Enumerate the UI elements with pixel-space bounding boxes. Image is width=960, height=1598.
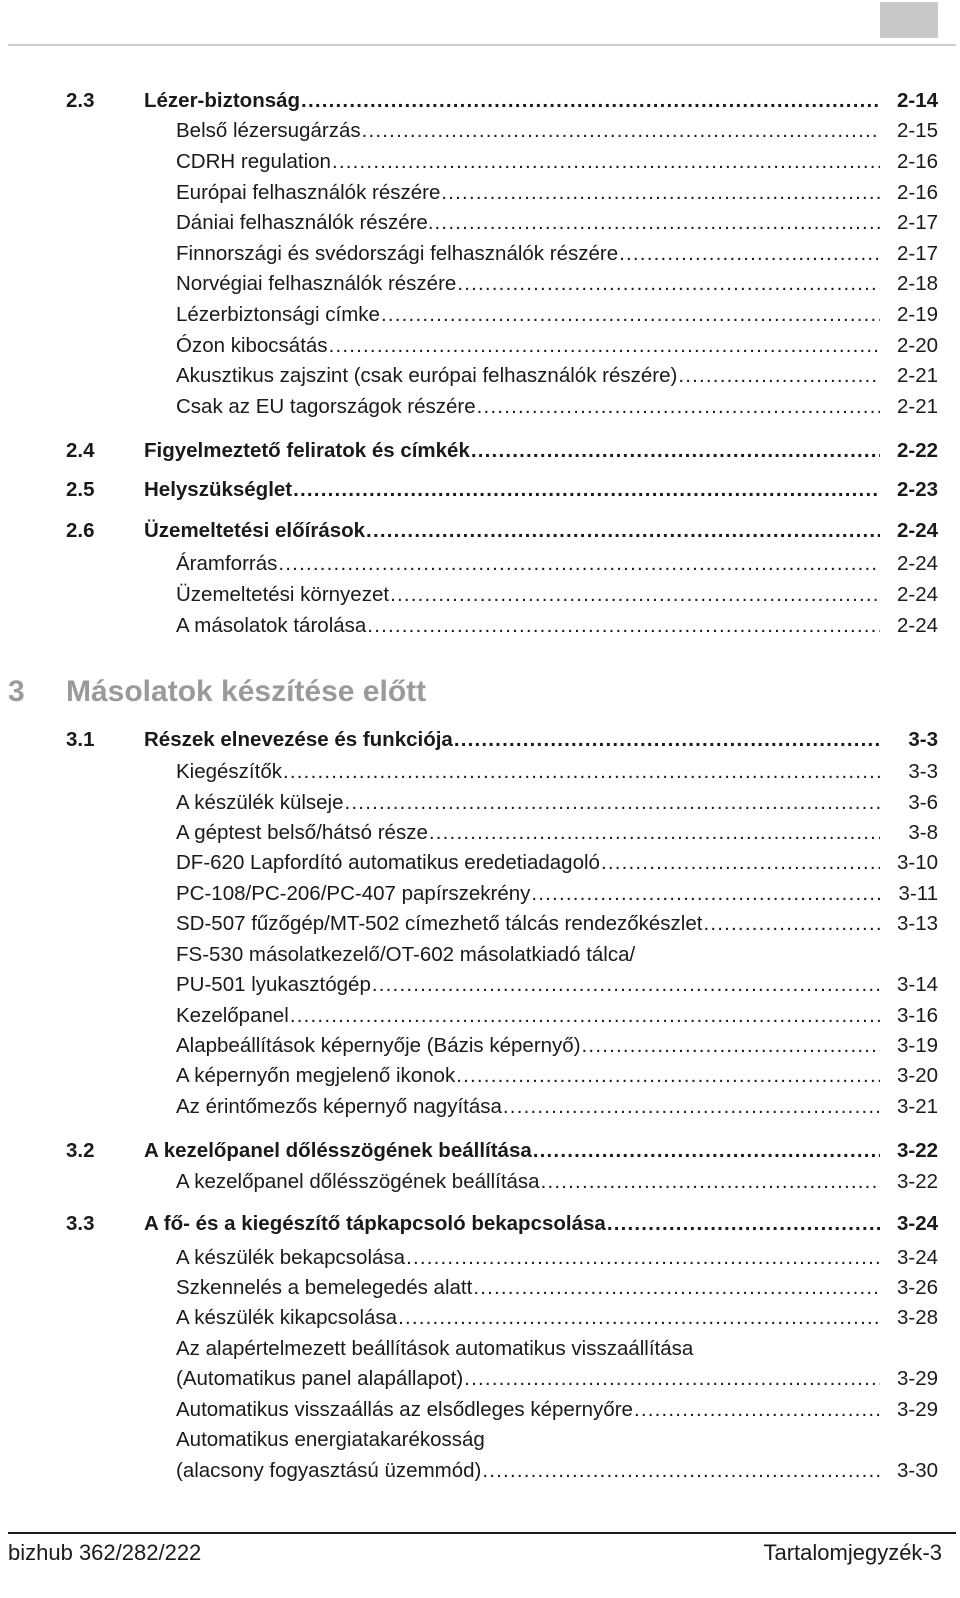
toc-entry[interactable] — [0, 1031, 960, 1061]
entry-page-number: 2-24 — [896, 519, 938, 542]
entry-title-with-leader — [176, 970, 880, 1000]
entry-page-number: 2-21 — [896, 364, 938, 387]
entry-title-with-leader — [176, 1001, 880, 1031]
entry-page-number: 2-24 — [896, 614, 938, 637]
toc-entry[interactable] — [0, 611, 960, 641]
footer-model: bizhub 362/282/222 — [8, 1540, 202, 1565]
entry-page-number: 3-8 — [908, 821, 938, 844]
entry-title: (alacsony fogyasztású üzemmód) — [176, 1459, 482, 1482]
entry-page-number: 2-16 — [896, 150, 938, 173]
entry-page-number: 2-18 — [896, 272, 938, 295]
entry-title-with-leader — [176, 757, 880, 787]
entry-title: CDRH regulation — [176, 150, 331, 173]
entry-title-with-leader — [176, 1456, 880, 1486]
toc-section-entry[interactable] — [0, 86, 960, 116]
toc-entry[interactable] — [0, 1395, 960, 1425]
dot-leader — [463, 1364, 880, 1394]
entry-title-with-leader — [176, 909, 880, 939]
entry-page-number: 2-23 — [896, 478, 938, 501]
dot-leader — [331, 147, 880, 177]
dot-leader — [476, 392, 880, 422]
toc-section-entry[interactable] — [0, 725, 960, 755]
footer-page-number: Tartalomjegyzék-3 — [763, 1540, 942, 1565]
dot-leader — [453, 725, 880, 755]
toc-entry[interactable] — [0, 848, 960, 878]
dot-leader — [344, 788, 880, 818]
dot-leader — [405, 1243, 880, 1273]
chapter-number: 3 — [8, 675, 25, 708]
toc-entry[interactable] — [0, 1167, 960, 1197]
entry-title: Helyszükséglet — [144, 478, 293, 501]
entry-title: A készülék külseje — [176, 791, 344, 814]
entry-title-with-leader — [176, 178, 880, 208]
entry-title: Üzemeltetési környezet — [176, 583, 390, 606]
toc-entry — [0, 1334, 960, 1364]
toc-entry[interactable] — [0, 1243, 960, 1273]
entry-page-number: 2-24 — [896, 583, 938, 606]
entry-page-number: 2-14 — [896, 89, 938, 112]
entry-title: Az alapértelmezett beállítások automatikus visszaállítása — [176, 1337, 694, 1360]
toc-entry[interactable] — [0, 361, 960, 391]
entry-title-with-leader — [144, 1136, 880, 1166]
entry-title: Európai felhasználók részére — [176, 181, 441, 204]
entry-title-with-leader — [176, 549, 880, 579]
dot-leader — [633, 1395, 880, 1425]
dot-leader — [366, 611, 880, 641]
entry-title: A készülék bekapcsolása — [176, 1246, 406, 1269]
entry-title: Ózon kibocsátás — [176, 334, 328, 357]
dot-leader — [532, 1136, 880, 1166]
entry-title-with-leader — [176, 1167, 880, 1197]
entry-title-with-leader — [144, 516, 880, 546]
dot-leader — [702, 909, 880, 939]
entry-page-number: 2-21 — [896, 395, 938, 418]
entry-title: Finnországi és svédországi felhasználók részére — [176, 242, 619, 265]
dot-leader — [300, 86, 880, 116]
dot-leader — [677, 361, 880, 391]
toc-entry[interactable] — [0, 239, 960, 269]
dot-leader — [455, 1061, 880, 1091]
dot-leader — [328, 331, 880, 361]
dot-leader — [502, 1092, 880, 1122]
entry-title: FS-530 másolatkezelő/OT-602 másolatkiadó tálca/ — [176, 943, 636, 966]
entry-page-number: 2-24 — [896, 552, 938, 575]
entry-page-number: 3-28 — [896, 1306, 938, 1329]
toc-entry[interactable] — [0, 300, 960, 330]
entry-title-with-leader — [144, 725, 880, 755]
dot-leader — [456, 269, 880, 299]
toc-entry[interactable] — [0, 1092, 960, 1122]
entry-title: Norvégiai felhasználók részére — [176, 272, 457, 295]
entry-title-with-leader — [176, 1303, 880, 1333]
entry-title-with-leader — [144, 1209, 880, 1239]
dot-leader — [440, 178, 880, 208]
entry-title-with-leader — [144, 436, 880, 466]
entry-page-number: 3-22 — [896, 1170, 938, 1193]
entry-title: A fő- és a kiegészítő tápkapcsoló bekapcsolása — [144, 1212, 606, 1235]
entry-title-with-leader — [176, 239, 880, 269]
entry-page-number: 2-15 — [896, 119, 938, 142]
entry-title-with-leader — [176, 1273, 880, 1303]
section-number: 3.3 — [66, 1212, 95, 1235]
entry-title-with-leader — [176, 300, 880, 330]
dot-leader — [397, 1303, 880, 1333]
entry-title-with-leader — [176, 147, 880, 177]
entry-page-number: 3-24 — [896, 1246, 938, 1269]
dot-leader — [277, 549, 880, 579]
entry-title-with-leader — [176, 331, 880, 361]
entry-title: (Automatikus panel alapállapot) — [176, 1367, 464, 1390]
dot-leader — [470, 436, 880, 466]
dot-leader — [472, 1273, 880, 1303]
entry-title: Szkennelés a bemelegedés alatt — [176, 1276, 473, 1299]
entry-page-number: 2-17 — [896, 211, 938, 234]
toc-entry[interactable] — [0, 580, 960, 610]
section-number: 3.2 — [66, 1139, 95, 1162]
entry-page-number: 3-29 — [896, 1367, 938, 1390]
entry-page-number: 3-20 — [896, 1064, 938, 1087]
entry-title: Az érintőmezős képernyő nagyítása — [176, 1095, 502, 1118]
entry-title: A képernyőn megjelenő ikonok — [176, 1064, 456, 1087]
dot-leader — [481, 1456, 880, 1486]
entry-page-number: 3-3 — [908, 728, 938, 751]
entry-title-with-leader — [176, 208, 880, 238]
entry-title-with-leader — [176, 1425, 880, 1455]
entry-title-with-leader — [176, 116, 880, 146]
section-number: 3.1 — [66, 728, 95, 751]
toc-entry[interactable] — [0, 392, 960, 422]
section-number: 2.3 — [66, 89, 95, 112]
entry-title: PU-501 lyukasztógép — [176, 973, 371, 996]
entry-page-number: 2-19 — [896, 303, 938, 326]
entry-title: Csak az EU tagországok részére — [176, 395, 476, 418]
entry-page-number: 3-21 — [896, 1095, 938, 1118]
toc-entry[interactable] — [0, 178, 960, 208]
entry-title: Belső lézersugárzás — [176, 119, 361, 142]
dot-leader — [581, 1031, 880, 1061]
entry-title: Kezelőpanel — [176, 1004, 289, 1027]
dot-leader — [428, 818, 880, 848]
section-number: 2.6 — [66, 519, 95, 542]
entry-page-number: 2-17 — [896, 242, 938, 265]
entry-title: A másolatok tárolása — [176, 614, 367, 637]
entry-page-number: 3-6 — [908, 791, 938, 814]
toc-entry[interactable] — [0, 269, 960, 299]
toc-entry — [0, 940, 960, 970]
entry-title-with-leader — [176, 1243, 880, 1273]
entry-title-with-leader — [176, 1061, 880, 1091]
dot-leader — [289, 1001, 880, 1031]
entry-page-number: 2-22 — [896, 439, 938, 462]
entry-title-with-leader — [176, 580, 880, 610]
entry-page-number: 3-22 — [896, 1139, 938, 1162]
toc-entry[interactable] — [0, 1061, 960, 1091]
dot-leader — [540, 1167, 880, 1197]
toc-entry — [0, 1425, 960, 1455]
entry-page-number: 3-3 — [908, 760, 938, 783]
dot-leader — [361, 116, 880, 146]
entry-title: A készülék kikapcsolása — [176, 1306, 398, 1329]
toc-entry[interactable] — [0, 116, 960, 146]
entry-title-with-leader — [176, 1395, 880, 1425]
entry-title: A géptest belső/hátsó része — [176, 821, 428, 844]
entry-page-number: 3-11 — [898, 882, 938, 905]
dot-leader — [292, 475, 880, 505]
entry-title-with-leader — [176, 392, 880, 422]
entry-title-with-leader — [176, 1334, 880, 1364]
entry-title-with-leader — [176, 848, 880, 878]
entry-page-number: 2-16 — [896, 181, 938, 204]
entry-title: PC-108/PC-206/PC-407 papírszekrény — [176, 882, 531, 905]
toc-entry[interactable] — [0, 1001, 960, 1031]
entry-title: Kiegészítők — [176, 760, 282, 783]
entry-title-with-leader — [176, 611, 880, 641]
toc-section-entry[interactable] — [0, 436, 960, 466]
dot-leader — [600, 848, 880, 878]
entry-title: A kezelőpanel dőlésszögének beállítása — [176, 1170, 540, 1193]
entry-title: Lézerbiztonsági címke — [176, 303, 380, 326]
toc-entry[interactable] — [0, 147, 960, 177]
entry-title-with-leader — [176, 1031, 880, 1061]
dot-leader — [618, 239, 880, 269]
footer-rule — [8, 1532, 956, 1534]
toc-entry[interactable] — [0, 549, 960, 579]
entry-title-with-leader — [176, 879, 880, 909]
entry-title: Automatikus visszaállás az elsődleges képernyőre — [176, 1398, 633, 1421]
entry-title: A kezelőpanel dőlésszögének beállítása — [144, 1139, 532, 1162]
entry-title: Áramforrás — [176, 552, 278, 575]
toc-entry[interactable] — [0, 757, 960, 787]
entry-title: Üzemeltetési előírások — [144, 519, 366, 542]
toc-entry[interactable] — [0, 970, 960, 1000]
entry-page-number: 3-29 — [896, 1398, 938, 1421]
toc-entry[interactable] — [0, 331, 960, 361]
entry-page-number: 3-14 — [896, 973, 938, 996]
entry-page-number: 3-24 — [896, 1212, 938, 1235]
entry-title: DF-620 Lapfordító automatikus eredetiadagoló — [176, 851, 600, 874]
entry-page-number: 3-26 — [896, 1276, 938, 1299]
toc-entry[interactable] — [0, 1273, 960, 1303]
chapter-title: Másolatok készítése előtt — [66, 675, 427, 708]
entry-title: Figyelmeztető feliratok és címkék — [144, 439, 470, 462]
entry-page-number: 3-16 — [896, 1004, 938, 1027]
dot-leader — [380, 300, 880, 330]
entry-title-with-leader — [176, 269, 880, 299]
chapter-heading — [8, 672, 426, 712]
toc-section-entry[interactable] — [0, 516, 960, 546]
entry-title-with-leader — [176, 1092, 880, 1122]
entry-title: SD-507 fűzőgép/MT-502 címezhető tálcás rendezőkészlet — [176, 912, 703, 935]
entry-title: Lézer-biztonság — [144, 89, 301, 112]
toc-section-entry[interactable] — [0, 475, 960, 505]
dot-leader — [389, 580, 880, 610]
toc-entry[interactable] — [0, 879, 960, 909]
toc-entry[interactable] — [0, 818, 960, 848]
entry-page-number: 3-19 — [896, 1034, 938, 1057]
toc-entry[interactable] — [0, 909, 960, 939]
dot-leader — [530, 879, 880, 909]
entry-title-with-leader — [144, 475, 880, 505]
entry-title-with-leader — [176, 361, 880, 391]
entry-title-with-leader — [176, 818, 880, 848]
dot-leader — [434, 208, 880, 238]
toc-entry[interactable] — [0, 788, 960, 818]
toc-entry[interactable] — [0, 1456, 960, 1486]
entry-page-number: 3-10 — [896, 851, 938, 874]
dot-leader — [365, 516, 880, 546]
entry-page-number: 2-20 — [896, 334, 938, 357]
toc-entry[interactable] — [0, 208, 960, 238]
section-number: 2.4 — [66, 439, 95, 462]
entry-title: Automatikus energiatakarékosság — [176, 1428, 485, 1451]
entry-title-with-leader — [176, 1364, 880, 1394]
entry-title: Részek elnevezése és funkciója — [144, 728, 453, 751]
dot-leader — [606, 1209, 880, 1239]
entry-page-number: 3-30 — [896, 1459, 938, 1482]
toc-section-entry[interactable] — [0, 1136, 960, 1166]
dot-leader — [282, 757, 880, 787]
entry-title-with-leader — [144, 86, 880, 116]
toc-entry[interactable] — [0, 1364, 960, 1394]
entry-title-with-leader — [176, 940, 880, 970]
section-number: 2.5 — [66, 478, 95, 501]
entry-title: Alapbeállítások képernyője (Bázis képernyő) — [176, 1034, 581, 1057]
entry-page-number: 3-13 — [896, 912, 938, 935]
entry-title-with-leader — [176, 788, 880, 818]
dot-leader — [371, 970, 880, 1000]
toc-section-entry[interactable] — [0, 1209, 960, 1239]
entry-title: Akusztikus zajszint (csak európai felhasználók részére) — [176, 364, 678, 387]
entry-title: Dániai felhasználók részére. — [176, 211, 434, 234]
toc-entry[interactable] — [0, 1303, 960, 1333]
